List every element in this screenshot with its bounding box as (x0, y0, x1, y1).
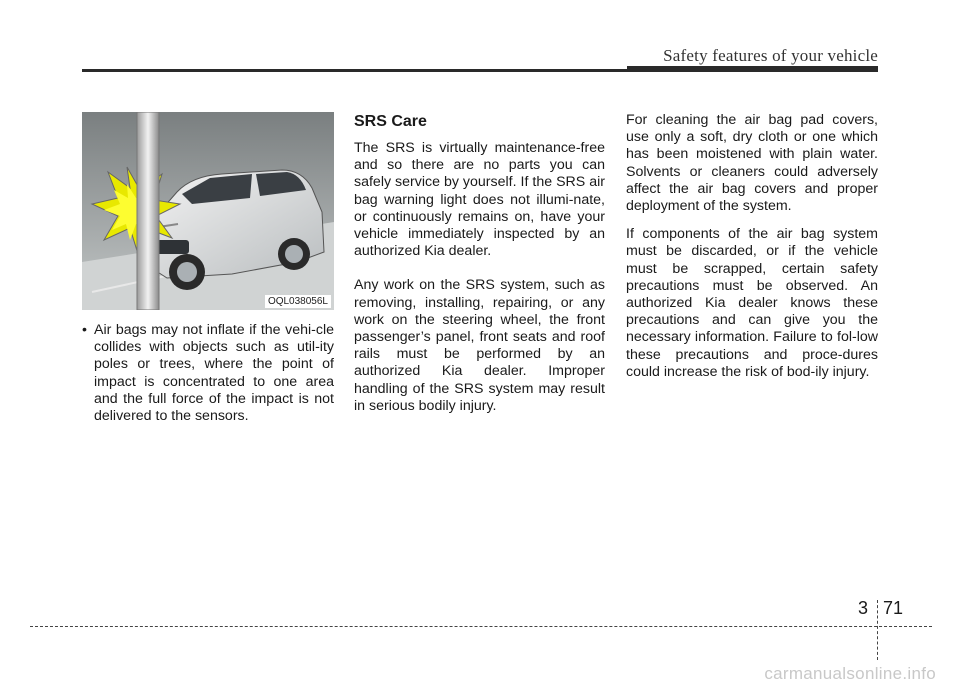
figure-code: OQL038056L (265, 295, 331, 308)
paragraph: The SRS is virtually maintenance-free and so there are no parts you can safely service by yourself. If the SRS air bag warning light does not illumi-nate, or continuously remains on, have your vehicle immediately inspected by an authorized Kia dealer. (354, 140, 605, 260)
footer-divider (877, 600, 878, 660)
right-column (626, 112, 878, 392)
section-title: Safety features of your vehicle (663, 46, 878, 65)
pole-icon (137, 112, 159, 310)
chapter-number: 3 (858, 598, 869, 618)
section-heading: SRS Care (354, 113, 427, 130)
footer-rule (30, 626, 932, 627)
crash-illustration (82, 112, 334, 310)
header-rule-accent (627, 66, 878, 71)
bullet-icon: • (82, 322, 87, 338)
watermark: carmanualsonline.info (764, 664, 936, 683)
car-pole-illustration (82, 112, 334, 310)
bullet-text: Air bags may not inflate if the vehi-cle collides with objects such as util-ity poles or trees, where the point of impact is concentrated to one area and the full force of the impact is not delivered to the sensors. (94, 322, 334, 425)
paragraph: Any work on the SRS system, such as removing, installing, repairing, or any work on the steering wheel, the front passenger’s panel, front seats and roof rails must be performed by an authorized Kia dealer. Improper handling of the SRS system may result in serious bodily injury. (354, 277, 605, 414)
list-item (82, 322, 334, 425)
page-number: 71 (883, 598, 904, 618)
paragraph: For cleaning the air bag pad covers, use only a soft, dry cloth or one which has been moistened with plain water. Solvents or cleaners could adversely affect the air bag covers and proper deployment of the system. (626, 112, 878, 215)
middle-column (354, 112, 605, 426)
paragraph: If components of the air bag system must be discarded, or if the vehicle must be scrapped, certain safety precautions must be observed. An authorized Kia dealer knows these precautions and can give you the necessary information. Failure to fol-low these precautions and proce-dures could increase the risk of bod-ily injury. (626, 226, 878, 380)
left-column (82, 322, 334, 425)
